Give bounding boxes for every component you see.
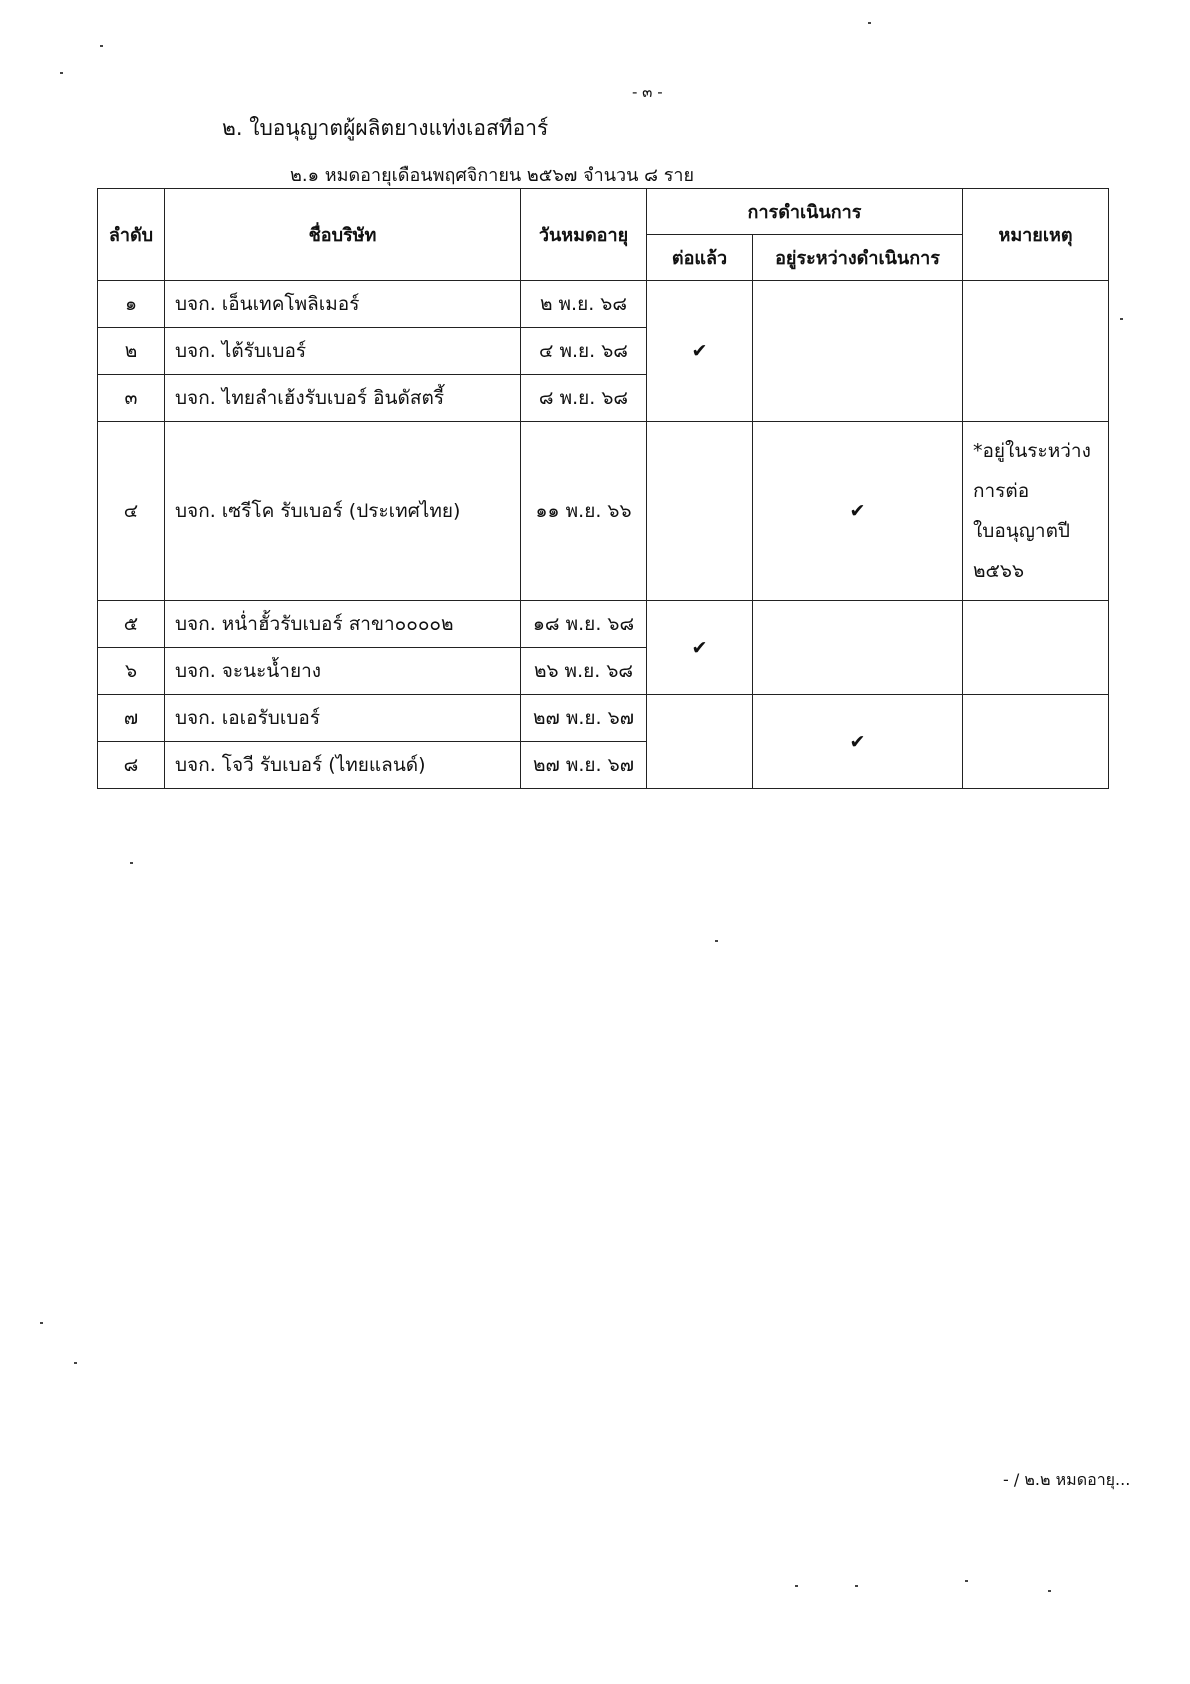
remarks-cell — [963, 281, 1109, 422]
row-number: ๘ — [98, 742, 165, 789]
scan-speck — [965, 1580, 968, 1582]
in-progress-cell — [753, 422, 963, 601]
expiry-date: ๑๑ พ.ย. ๖๖ — [521, 422, 647, 601]
header-expiry: วันหมดอายุ — [521, 189, 647, 281]
row-number: ๑ — [98, 281, 165, 328]
remarks-cell — [963, 601, 1109, 695]
header-action: การดำเนินการ — [647, 189, 963, 235]
row-number: ๕ — [98, 601, 165, 648]
license-table — [97, 188, 1109, 789]
renewed-cell — [647, 281, 753, 422]
check-mark-icon: ✔ — [691, 340, 708, 362]
in-progress-cell — [753, 281, 963, 422]
expiry-date: ๘ พ.ย. ๖๘ — [521, 375, 647, 422]
remarks-cell — [963, 695, 1109, 789]
page-number: - ๓ - — [632, 83, 663, 101]
company-name: บจก. ไทยลำเฮ้งรับเบอร์ อินดัสตรี้ — [165, 375, 521, 422]
expiry-date: ๔ พ.ย. ๖๘ — [521, 328, 647, 375]
check-mark-icon: ✔ — [849, 500, 866, 522]
expiry-date: ๒ พ.ย. ๖๘ — [521, 281, 647, 328]
section-title: ๒. ใบอนุญาตผู้ผลิตยางแท่งเอสทีอาร์ — [222, 116, 549, 140]
renewed-cell — [647, 422, 753, 601]
expiry-date: ๑๘ พ.ย. ๖๘ — [521, 601, 647, 648]
company-name: บจก. เอ็นเทคโพลิเมอร์ — [165, 281, 521, 328]
remark-line: *อยู่ในระหว่าง — [973, 440, 1091, 462]
remarks-cell — [963, 422, 1109, 601]
header-in-progress: อยู่ระหว่างดำเนินการ — [753, 235, 963, 281]
company-name: บจก. ไต้รับเบอร์ — [165, 328, 521, 375]
scan-speck — [1048, 1590, 1051, 1592]
scan-speck — [1120, 318, 1123, 320]
expiry-date: ๒๖ พ.ย. ๖๘ — [521, 648, 647, 695]
header-no: ลำดับ — [98, 189, 165, 281]
check-mark-icon: ✔ — [691, 636, 708, 659]
company-name: บจก. หน่ำฮั้วรับเบอร์ สาขา๐๐๐๐๒ — [165, 601, 521, 648]
scan-speck — [130, 862, 133, 864]
scan-speck — [715, 940, 718, 942]
expiry-date: ๒๗ พ.ย. ๖๗ — [521, 695, 647, 742]
company-name: บจก. โจวี รับเบอร์ (ไทยแลนด์) — [165, 742, 521, 789]
scan-speck — [795, 1585, 798, 1587]
renewed-cell — [647, 695, 753, 789]
table-row — [98, 695, 1109, 742]
scan-speck — [60, 72, 63, 74]
row-number: ๓ — [98, 375, 165, 422]
header-renewed: ต่อแล้ว — [647, 235, 753, 281]
in-progress-cell — [753, 601, 963, 695]
table-row — [98, 601, 1109, 648]
scan-speck — [40, 1322, 43, 1324]
table-row — [98, 281, 1109, 328]
scan-speck — [855, 1585, 858, 1587]
renewed-cell — [647, 601, 753, 695]
company-name: บจก. เอเอรับเบอร์ — [165, 695, 521, 742]
company-name: บจก. จะนะน้ำยาง — [165, 648, 521, 695]
expiry-date: ๒๗ พ.ย. ๖๗ — [521, 742, 647, 789]
header-remarks: หมายเหตุ — [963, 189, 1109, 281]
scan-speck — [74, 1362, 77, 1364]
continuation-note: - / ๒.๒ หมดอายุ... — [1003, 1470, 1131, 1489]
scan-speck — [868, 22, 871, 24]
subtitle: ๒.๑ หมดอายุเดือนพฤศจิกายน ๒๕๖๗ จำนวน ๘ ราย — [290, 165, 695, 186]
table-row — [98, 422, 1109, 601]
in-progress-cell — [753, 695, 963, 789]
check-mark-icon: ✔ — [849, 730, 866, 753]
row-number: ๖ — [98, 648, 165, 695]
company-name: บจก. เซรีโค รับเบอร์ (ประเทศไทย) — [165, 422, 521, 601]
row-number: ๔ — [98, 422, 165, 601]
remark-line: การต่อ — [973, 480, 1030, 502]
remark-line: ๒๕๖๖ — [973, 560, 1025, 582]
header-company: ชื่อบริษัท — [165, 189, 521, 281]
scan-speck — [100, 45, 103, 47]
row-number: ๒ — [98, 328, 165, 375]
row-number: ๗ — [98, 695, 165, 742]
remark-line: ใบอนุญาตปี — [973, 520, 1070, 542]
